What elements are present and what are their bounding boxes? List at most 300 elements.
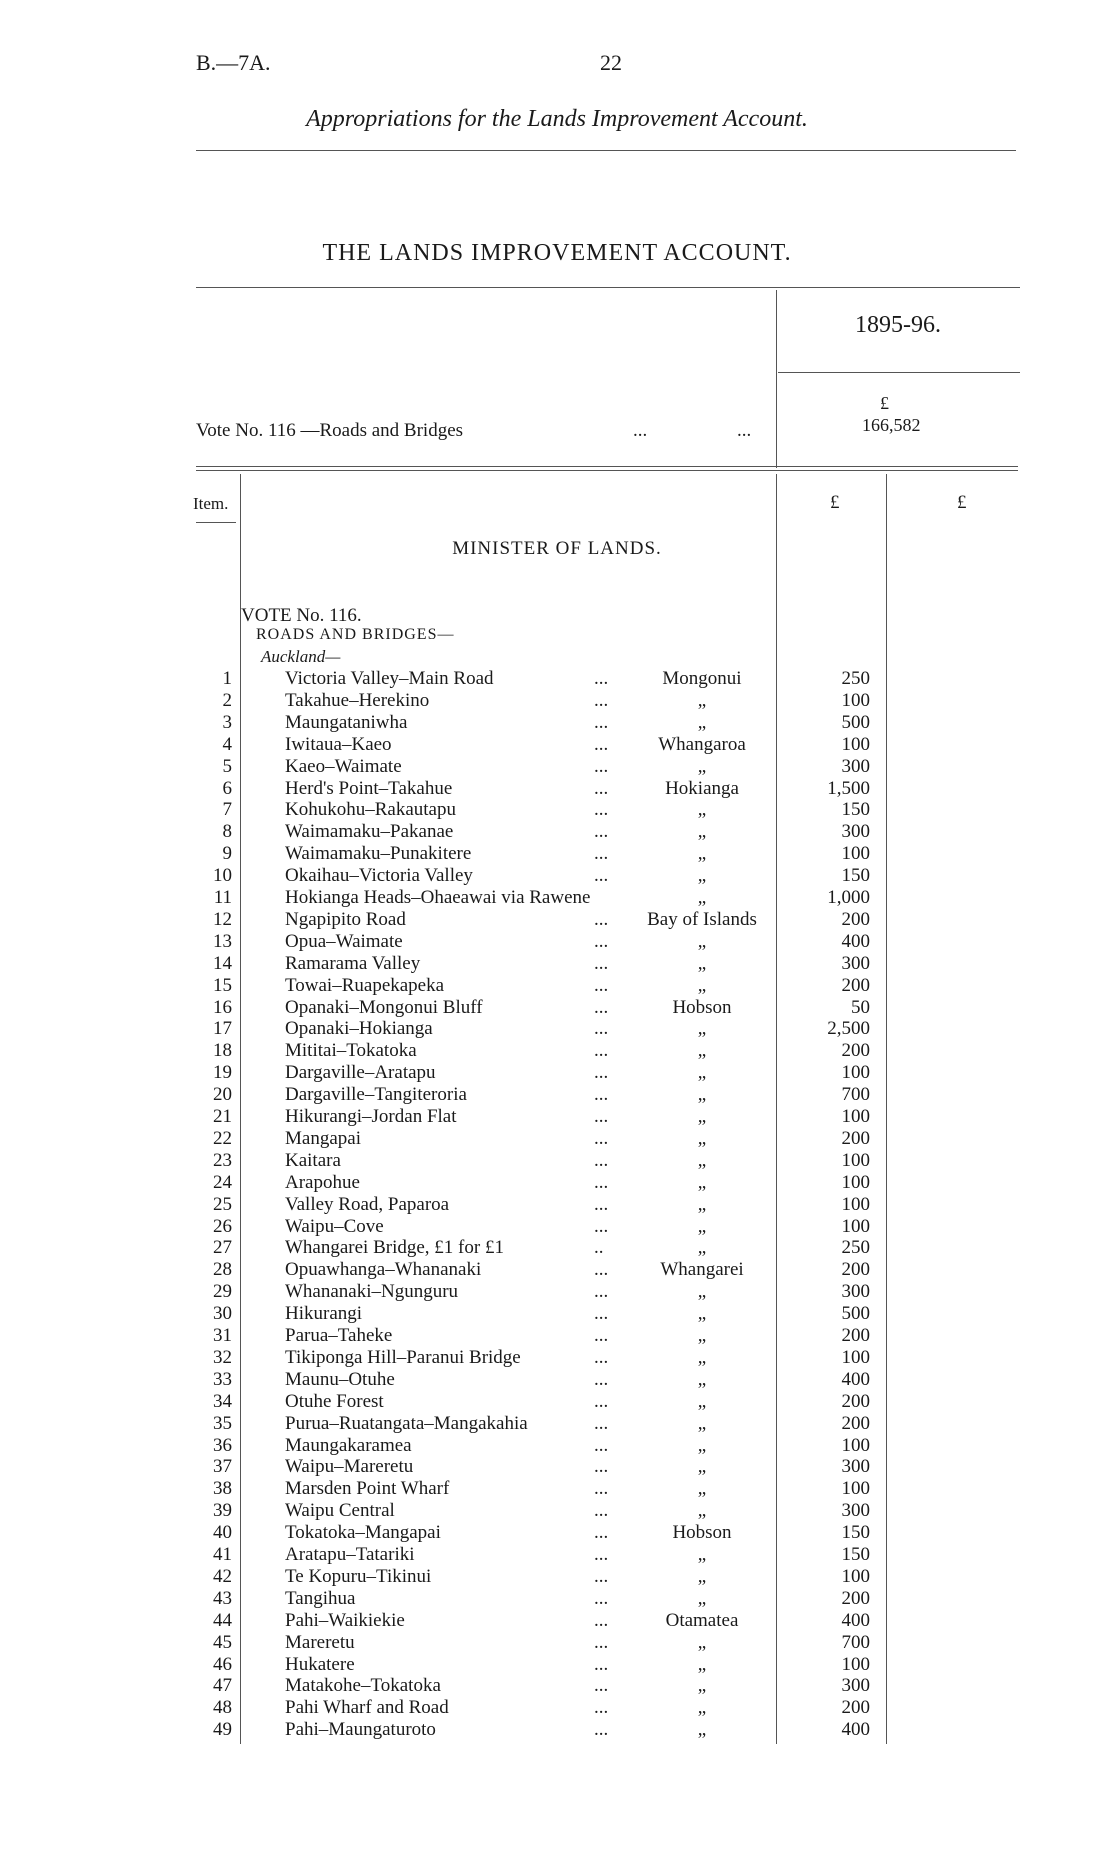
leader-dots: ...: [594, 1193, 609, 1215]
item-district: „: [697, 952, 707, 974]
item-name: Iwitaua–Kaeo: [285, 733, 392, 755]
item-name: Whangarei Bridge, £1 for £1: [285, 1237, 504, 1259]
leader-dots: ...: [594, 1281, 609, 1303]
table-row: [0, 1522, 1114, 1544]
item-number: 43: [213, 1587, 232, 1609]
item-number: 1: [222, 668, 232, 689]
table-row: [0, 1237, 1114, 1259]
table-row: [0, 931, 1114, 953]
table-row: [0, 1369, 1114, 1391]
item-name: Waipu–Cove: [285, 1215, 384, 1237]
item-name: Mititai–Tokatoka: [285, 1040, 417, 1062]
table-row: [0, 1632, 1114, 1654]
item-amount: 300: [841, 821, 870, 843]
item-number: 39: [213, 1500, 232, 1522]
item-name: Tikiponga Hill–Paranui Bridge: [285, 1346, 521, 1368]
leader-dots: ...: [594, 1434, 609, 1456]
leader-dots: ...: [594, 1040, 609, 1062]
leader-dots: ...: [594, 1544, 609, 1565]
item-name: Dargaville–Tangiteroria: [285, 1084, 467, 1106]
item-district: „: [697, 1325, 707, 1346]
table-row: [0, 1216, 1114, 1238]
table-row: [0, 1040, 1114, 1062]
item-number: 7: [222, 799, 232, 821]
table-row: [0, 1675, 1114, 1697]
item-name: Maungakaramea: [285, 1434, 412, 1456]
item-amount: 200: [841, 1259, 870, 1281]
table-row: [0, 1588, 1114, 1610]
table-row: [0, 997, 1114, 1019]
table-row: [0, 1544, 1114, 1566]
leader-dots: ...: [594, 908, 609, 930]
item-district: Otamatea: [665, 1609, 739, 1631]
leader-dots: ...: [594, 1675, 609, 1697]
leader-dots: ...: [594, 1500, 609, 1522]
leader-dots: ...: [594, 821, 609, 843]
item-amount: 150: [841, 1522, 870, 1544]
item-district: „: [697, 1478, 707, 1500]
leader-dots: ...: [594, 1084, 609, 1106]
item-name: Hikurangi–Jordan Flat: [285, 1106, 457, 1127]
leader-dots: ...: [594, 1653, 609, 1675]
item-amount: 150: [841, 1544, 870, 1565]
item-name: Pahi–Maungaturoto: [285, 1719, 436, 1741]
leader-dots: ...: [594, 689, 609, 711]
item-number: 12: [213, 908, 232, 930]
leader-dots: ...: [594, 996, 609, 1018]
item-amount: 700: [841, 1631, 870, 1653]
leader-dots: ...: [594, 1346, 609, 1368]
item-number: 16: [213, 996, 232, 1018]
item-number: 46: [213, 1653, 232, 1675]
item-district: „: [697, 1434, 707, 1456]
item-district: „: [697, 865, 707, 887]
item-name: Arapohue: [285, 1171, 360, 1193]
item-number: 13: [213, 930, 232, 952]
item-number: 31: [213, 1325, 232, 1346]
table-row: [0, 1106, 1114, 1128]
table-row: [0, 821, 1114, 843]
item-number: 33: [213, 1368, 232, 1390]
leader-dots: ...: [594, 1149, 609, 1171]
item-district: „: [697, 930, 707, 952]
page-subtitle: Appropriations for the Lands Improvement Account.: [306, 106, 808, 132]
item-number: 35: [213, 1412, 232, 1434]
leader-dots: ...: [594, 843, 609, 865]
vote-label: Vote No. 116 —Roads and Bridges: [196, 420, 464, 441]
item-name: Hikurangi: [285, 1303, 363, 1325]
item-district: „: [697, 711, 707, 733]
item-number: 11: [213, 887, 232, 908]
leader-dots: ...: [594, 755, 609, 777]
item-amount: 200: [841, 1040, 870, 1062]
table-row: [0, 1435, 1114, 1457]
table-row: [0, 734, 1114, 756]
item-number: 10: [213, 865, 232, 887]
leader-dots: ...: [633, 420, 648, 441]
item-name: Matakohe–Tokatoka: [285, 1675, 441, 1697]
item-column-header: Item.: [193, 494, 229, 513]
item-district: „: [697, 1653, 707, 1675]
table-row: [0, 1654, 1114, 1676]
table-row: [0, 668, 1114, 690]
leader-dots: ...: [594, 974, 609, 996]
currency-symbol: £: [880, 393, 889, 413]
item-district: „: [697, 1697, 707, 1719]
leader-dots: ...: [594, 1018, 609, 1040]
item-amount: 400: [841, 1719, 870, 1741]
item-district: „: [697, 887, 707, 908]
item-number: 29: [213, 1281, 232, 1303]
item-number: 15: [213, 974, 232, 996]
item-amount: 200: [841, 1127, 870, 1149]
item-district: „: [697, 1544, 707, 1565]
item-district: „: [697, 1018, 707, 1040]
item-number: 32: [213, 1346, 232, 1368]
table-row: [0, 1566, 1114, 1588]
item-number: 8: [222, 821, 232, 843]
leader-dots: ...: [594, 799, 609, 821]
item-name: Mareretu: [285, 1631, 355, 1653]
subhead: ROADS AND BRIDGES—: [256, 626, 455, 643]
item-number: 22: [213, 1127, 232, 1149]
item-number: 49: [213, 1719, 232, 1741]
table-row: [0, 1456, 1114, 1478]
leader-dots: ...: [594, 1456, 609, 1478]
item-amount: 100: [841, 1565, 870, 1587]
item-name: Te Kopuru–Tikinui: [285, 1565, 432, 1587]
item-name: Mangapai: [285, 1127, 361, 1149]
leader-dots: ...: [594, 1303, 609, 1325]
item-amount: 300: [841, 755, 870, 777]
leader-dots: ...: [594, 1719, 609, 1741]
leader-dots: ...: [594, 777, 609, 799]
leader-dots: ...: [594, 668, 609, 689]
page-number: 22: [600, 50, 622, 75]
item-district: Mongonui: [662, 668, 742, 689]
item-amount: 200: [841, 1697, 870, 1719]
item-amount: 100: [841, 1346, 870, 1368]
item-amount: 100: [841, 1478, 870, 1500]
item-district: „: [697, 1675, 707, 1697]
item-name: Kohukohu–Rakautapu: [285, 799, 456, 821]
leader-dots: ...: [594, 1609, 609, 1631]
district-heading: Auckland—: [261, 647, 341, 666]
item-name: Pahi Wharf and Road: [285, 1697, 449, 1719]
table-row: [0, 1697, 1114, 1719]
item-number: 34: [213, 1390, 232, 1412]
leader-dots: ...: [594, 1325, 609, 1346]
amount-currency-header: £: [830, 492, 840, 513]
section-heading: MINISTER OF LANDS.: [452, 538, 662, 559]
item-district: „: [697, 1084, 707, 1106]
leader-dots: ...: [594, 1522, 609, 1544]
leader-dots: ...: [594, 1368, 609, 1390]
item-district: Hobson: [672, 1522, 732, 1544]
item-number: 23: [213, 1149, 232, 1171]
item-amount: 250: [841, 1237, 870, 1259]
item-amount: 300: [841, 1456, 870, 1478]
table-row: [0, 1325, 1114, 1347]
leader-dots: ...: [594, 733, 609, 755]
table-row: [0, 690, 1114, 712]
item-amount: 100: [841, 689, 870, 711]
item-district: „: [697, 1303, 707, 1325]
item-name: Herd's Point–Takahue: [285, 777, 453, 799]
leader-dots: ...: [594, 1062, 609, 1084]
leader-dots: ...: [594, 1215, 609, 1237]
item-number: 4: [222, 733, 232, 755]
item-number: 21: [213, 1106, 232, 1127]
item-amount: 150: [841, 865, 870, 887]
item-district: „: [697, 1587, 707, 1609]
total-currency-header: £: [957, 492, 967, 513]
leader-dots: ...: [737, 420, 752, 441]
item-name: Pahi–Waikiekie: [285, 1609, 405, 1631]
year-rule: [778, 372, 1020, 373]
item-amount: 1,500: [827, 777, 870, 799]
item-number: 9: [222, 843, 232, 865]
item-district: „: [697, 1040, 707, 1062]
item-number: 27: [213, 1237, 232, 1259]
item-district: „: [697, 1412, 707, 1434]
item-number: 26: [213, 1215, 232, 1237]
item-name: Tangihua: [285, 1587, 356, 1609]
item-amount: 200: [841, 974, 870, 996]
item-number: 5: [222, 755, 232, 777]
item-name: Maungataniwha: [285, 711, 408, 733]
leader-dots: ...: [594, 1127, 609, 1149]
table-row: [0, 975, 1114, 997]
item-district: „: [697, 1237, 707, 1259]
item-number: 30: [213, 1303, 232, 1325]
item-amount: 400: [841, 930, 870, 952]
leader-dots: ...: [594, 952, 609, 974]
item-amount: 300: [841, 1675, 870, 1697]
item-amount: 100: [841, 1171, 870, 1193]
item-district: „: [697, 1193, 707, 1215]
item-name: Dargaville–Aratapu: [285, 1062, 436, 1084]
item-number: 14: [213, 952, 232, 974]
item-amount: 700: [841, 1084, 870, 1106]
table-row: [0, 1478, 1114, 1500]
item-district: „: [697, 1149, 707, 1171]
item-header-rule: [196, 522, 236, 523]
item-name: Waimamaku–Punakitere: [285, 843, 472, 865]
item-amount: 250: [841, 668, 870, 689]
item-district: „: [697, 1062, 707, 1084]
item-name: Victoria Valley–Main Road: [285, 668, 494, 689]
item-name: Maunu–Otuhe: [285, 1368, 395, 1390]
item-district: „: [697, 1631, 707, 1653]
summary-divider: [776, 290, 777, 468]
item-amount: 50: [851, 996, 870, 1018]
item-number: 24: [213, 1171, 232, 1193]
page-title: THE LANDS IMPROVEMENT ACCOUNT.: [322, 240, 792, 266]
item-number: 19: [213, 1062, 232, 1084]
item-amount: 150: [841, 799, 870, 821]
item-number: 48: [213, 1697, 232, 1719]
item-district: „: [697, 1719, 707, 1741]
item-number: 18: [213, 1040, 232, 1062]
year-heading: 1895-96.: [855, 312, 941, 338]
item-number: 44: [213, 1609, 232, 1631]
item-amount: 300: [841, 1500, 870, 1522]
table-row: [0, 909, 1114, 931]
table-row: [0, 799, 1114, 821]
item-district: Bay of Islands: [647, 908, 757, 930]
table-row: [0, 1128, 1114, 1150]
leader-dots: ...: [594, 1565, 609, 1587]
item-district: „: [697, 1215, 707, 1237]
item-district: „: [697, 1456, 707, 1478]
table-row: [0, 1150, 1114, 1172]
leader-dots: ...: [594, 1106, 609, 1127]
item-district: Hobson: [672, 996, 732, 1018]
item-amount: 200: [841, 1412, 870, 1434]
item-name: Otuhe Forest: [285, 1390, 384, 1412]
item-amount: 100: [841, 1434, 870, 1456]
leader-dots: ...: [594, 1478, 609, 1500]
header-rule: [196, 150, 1016, 151]
table-row: [0, 865, 1114, 887]
item-number: 17: [213, 1018, 232, 1040]
item-district: „: [697, 1346, 707, 1368]
vote-number-heading: VOTE No. 116.: [241, 605, 362, 626]
item-name: Valley Road, Paparoa: [285, 1193, 450, 1215]
item-name: Kaeo–Waimate: [285, 755, 402, 777]
table-row: [0, 1610, 1114, 1632]
table-row: [0, 843, 1114, 865]
table-row: [0, 887, 1114, 909]
leader-dots: ...: [594, 1259, 609, 1281]
table-row: [0, 1719, 1114, 1741]
table-row: [0, 1259, 1114, 1281]
table-row: [0, 1303, 1114, 1325]
item-name: Waipu Central: [285, 1500, 395, 1522]
item-district: „: [697, 821, 707, 843]
table-row: [0, 1194, 1114, 1216]
item-name: Waipu–Mareretu: [285, 1456, 414, 1478]
table-row: [0, 1391, 1114, 1413]
item-name: Towai–Ruapekapeka: [285, 974, 445, 996]
item-amount: 200: [841, 1325, 870, 1346]
item-number: 28: [213, 1259, 232, 1281]
item-number: 45: [213, 1631, 232, 1653]
item-amount: 500: [841, 711, 870, 733]
item-amount: 100: [841, 1215, 870, 1237]
leader-dots: ...: [594, 865, 609, 887]
leader-dots: ...: [594, 1390, 609, 1412]
summary-rule-double: [196, 470, 1018, 471]
table-row: [0, 1413, 1114, 1435]
item-name: Opua–Waimate: [285, 930, 403, 952]
item-name: Opanaki–Hokianga: [285, 1018, 433, 1040]
item-amount: 100: [841, 1653, 870, 1675]
item-amount: 300: [841, 952, 870, 974]
table-row: [0, 1172, 1114, 1194]
item-district: „: [697, 1390, 707, 1412]
item-number: 25: [213, 1193, 232, 1215]
item-name: Takahue–Herekino: [285, 689, 430, 711]
item-district: „: [697, 799, 707, 821]
item-number: 36: [213, 1434, 232, 1456]
leader-dots: ...: [594, 711, 609, 733]
table-row: [0, 1281, 1114, 1303]
item-name: Tokatoka–Mangapai: [285, 1522, 441, 1544]
title-rule: [196, 287, 1020, 288]
item-district: „: [697, 1368, 707, 1390]
item-district: „: [697, 1565, 707, 1587]
item-name: Parua–Taheke: [285, 1325, 393, 1346]
vote-total: 166,582: [862, 415, 921, 435]
item-number: 37: [213, 1456, 232, 1478]
leader-dots: ..: [594, 1237, 604, 1259]
item-amount: 100: [841, 733, 870, 755]
item-amount: 400: [841, 1609, 870, 1631]
item-amount: 1,000: [827, 887, 870, 908]
item-district: „: [697, 755, 707, 777]
item-name: Opuawhanga–Whananaki: [285, 1259, 482, 1281]
leader-dots: ...: [594, 1697, 609, 1719]
leader-dots: ...: [594, 1412, 609, 1434]
item-amount: 100: [841, 1062, 870, 1084]
leader-dots: ...: [594, 1171, 609, 1193]
item-number: 3: [222, 711, 232, 733]
item-number: 41: [213, 1544, 232, 1565]
item-name: Okaihau–Victoria Valley: [285, 865, 473, 887]
item-district: Whangarei: [660, 1259, 744, 1281]
item-district: „: [697, 1127, 707, 1149]
item-name: Kaitara: [285, 1149, 341, 1171]
item-name: Ngapipito Road: [285, 908, 406, 930]
item-district: „: [697, 1171, 707, 1193]
item-amount: 100: [841, 1106, 870, 1127]
item-amount: 200: [841, 1390, 870, 1412]
item-district: Whangaroa: [658, 733, 746, 755]
item-number: 38: [213, 1478, 232, 1500]
document-code: B.—7A.: [196, 50, 271, 75]
item-amount: 100: [841, 843, 870, 865]
item-name: Hukatere: [285, 1653, 355, 1675]
item-name: Aratapu–Tatariki: [285, 1544, 415, 1565]
item-district: „: [697, 1106, 707, 1127]
item-amount: 500: [841, 1303, 870, 1325]
item-name: Marsden Point Wharf: [285, 1478, 450, 1500]
item-district: „: [697, 1500, 707, 1522]
item-number: 47: [213, 1675, 232, 1697]
item-amount: 200: [841, 908, 870, 930]
item-amount: 2,500: [827, 1018, 870, 1040]
item-name: Hokianga Heads–Ohaeawai via Rawene: [285, 887, 591, 908]
table-row: [0, 778, 1114, 800]
item-number: 20: [213, 1084, 232, 1106]
item-name: Waimamaku–Pakanae: [285, 821, 454, 843]
item-amount: 400: [841, 1368, 870, 1390]
item-name: Whananaki–Ngunguru: [285, 1281, 459, 1303]
table-row: [0, 1084, 1114, 1106]
item-amount: 100: [841, 1193, 870, 1215]
item-number: 6: [222, 777, 232, 799]
item-number: 42: [213, 1565, 232, 1587]
summary-rule: [196, 466, 1018, 467]
item-name: Purua–Ruatangata–Mangakahia: [285, 1412, 528, 1434]
table-row: [0, 1347, 1114, 1369]
item-amount: 100: [841, 1149, 870, 1171]
item-district: „: [697, 689, 707, 711]
item-number: 40: [213, 1522, 232, 1544]
item-amount: 300: [841, 1281, 870, 1303]
